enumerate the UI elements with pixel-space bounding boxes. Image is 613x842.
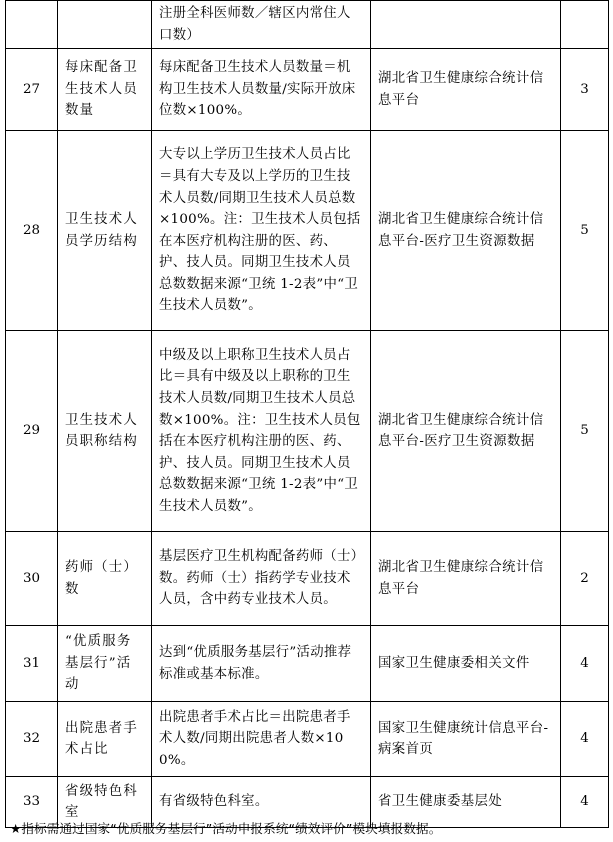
indicator-name: 药师（士）数 [58,532,152,626]
indicator-name: 省级特色科室 [58,777,152,828]
row-number: 30 [6,532,58,626]
data-source: 湖北省卫生健康综合统计信息平台 [371,532,561,626]
table-row [6,702,609,777]
indicator-score: 4 [561,626,609,702]
indicator-score [561,1,609,49]
indicator-score: 5 [561,131,609,331]
table-row [6,131,609,331]
indicator-definition: 注册全科医师数／辖区内常住人口数） [152,1,371,49]
row-number: 28 [6,131,58,331]
indicator-definition: 大专以上学历卫生技术人员占比＝具有大专及以上学历的卫生技术人员数/同期卫生技术人员总数×100%。注：卫生技术人员包括在本医疗机构注册的医、药、护、技人员。同期卫生技术人员总数数据来源“卫统 1-2表”中“卫生技术人员数”。 [152,131,371,331]
indicator-name: 每床配备卫生技术人员数量 [58,49,152,131]
row-number: 31 [6,626,58,702]
indicator-score: 3 [561,49,609,131]
table-row [6,331,609,532]
indicator-score: 4 [561,777,609,828]
table-row [6,532,609,626]
data-source: 湖北省卫生健康综合统计信息平台-医疗卫生资源数据 [371,131,561,331]
row-number: 32 [6,702,58,777]
table-footnote: ★指标需通过国家“优质服务基层行”活动申报系统“绩效评价”模块填报数据。 [10,821,442,836]
indicator-score: 5 [561,331,609,532]
indicator-definition: 有省级特色科室。 [152,777,371,828]
row-number [6,1,58,49]
indicator-definition: 出院患者手术占比＝出院患者手术人数/同期出院患者人数×100%。 [152,702,371,777]
data-source [371,1,561,49]
table-row [6,1,609,49]
indicator-definition: 达到“优质服务基层行”活动推荐标准或基本标准。 [152,626,371,702]
indicator-score: 4 [561,702,609,777]
indicator-definition: 每床配备卫生技术人员数量＝机构卫生技术人员数量/实际开放床位数×100%。 [152,49,371,131]
indicator-definition: 中级及以上职称卫生技术人员占比＝具有中级及以上职称的卫生技术人员数/同期卫生技术人员总数×100%。注：卫生技术人员包括在本医疗机构注册的医、药、护、技人员。同期卫生技术人员总数数据来源“卫统 1-2表”中“卫生技术人员数”。 [152,331,371,532]
table-row [6,626,609,702]
indicator-name: 出院患者手术占比 [58,702,152,777]
indicator-name [58,1,152,49]
indicator-name: 卫生技术人员学历结构 [58,131,152,331]
indicator-score: 2 [561,532,609,626]
data-source: 省卫生健康委基层处 [371,777,561,828]
indicator-definition: 基层医疗卫生机构配备药师（士）数。药师（士）指药学专业技术人员，含中药专业技术人员。 [152,532,371,626]
table-row [6,49,609,131]
data-source: 湖北省卫生健康综合统计信息平台 [371,49,561,131]
data-source: 国家卫生健康委相关文件 [371,626,561,702]
data-source: 国家卫生健康统计信息平台-病案首页 [371,702,561,777]
row-number: 33 [6,777,58,828]
indicator-name: 卫生技术人员职称结构 [58,331,152,532]
indicator-table [5,0,609,828]
indicator-name: “优质服务基层行”活动 [58,626,152,702]
data-source: 湖北省卫生健康综合统计信息平台-医疗卫生资源数据 [371,331,561,532]
row-number: 29 [6,331,58,532]
row-number: 27 [6,49,58,131]
